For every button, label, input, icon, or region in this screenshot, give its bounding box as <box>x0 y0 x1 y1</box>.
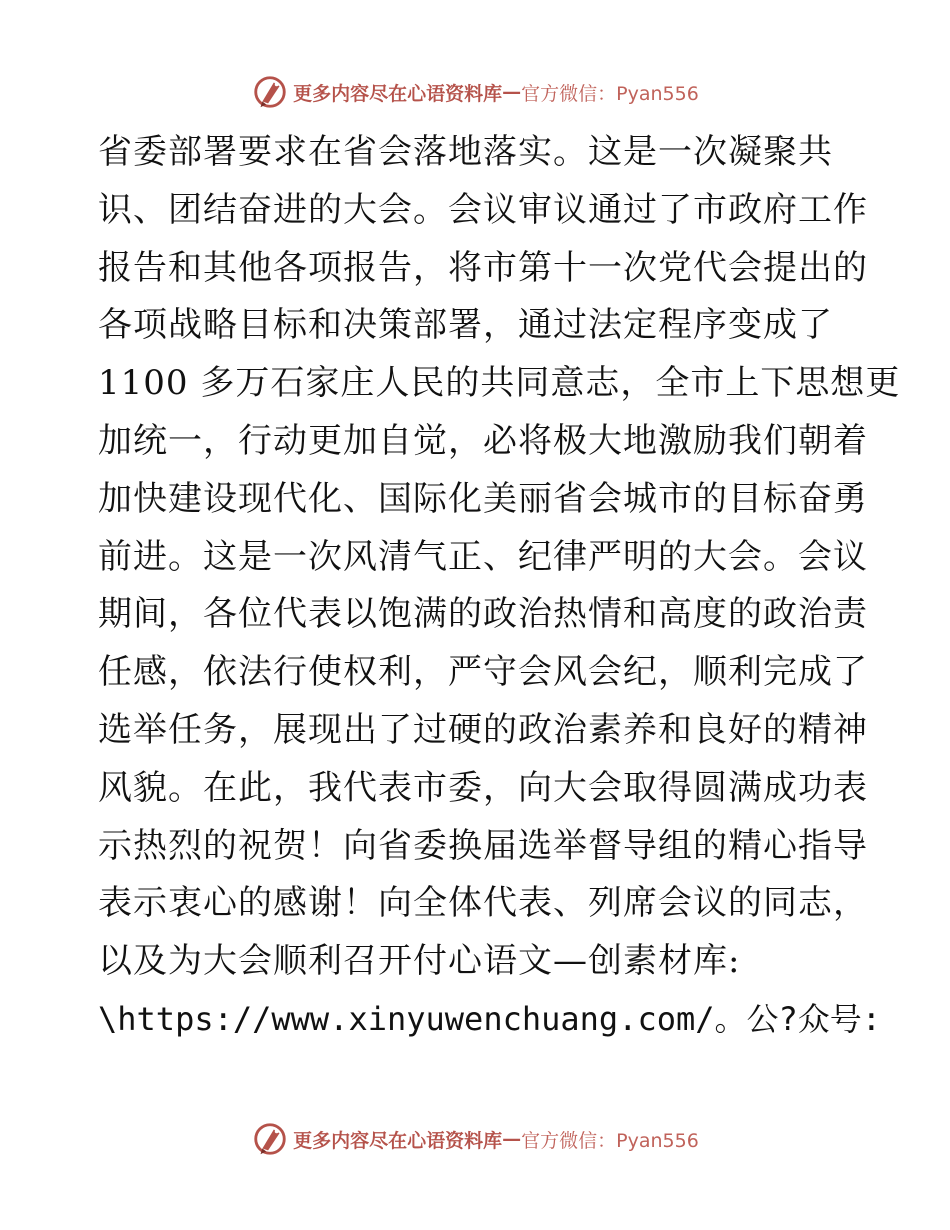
body-line: 1100 多万石家庄人民的共同意志，全市上下思想更 <box>98 363 901 404</box>
header-banner <box>0 70 950 114</box>
footer-brand-text: 更多内容尽在心语资料库 <box>293 1129 503 1152</box>
header-wechat-text: 官方微信：Pyan556 <box>521 82 699 105</box>
document-body <box>98 124 901 1049</box>
body-line: 以及为大会顺利召开付心语文—创素材库: <box>98 941 741 982</box>
body-line: 报告和其他各项报告，将市第十一次党代会提出的 <box>98 247 868 288</box>
footer-dash: — <box>502 1128 522 1150</box>
body-line: 期间，各位代表以饱满的政治热情和高度的政治责 <box>98 594 868 635</box>
body-line-url: \https://www.xinyuwenchuang.com/。公?众号: <box>98 999 882 1038</box>
body-line: 前进。这是一次风清气正、纪律严明的大会。会议 <box>98 536 868 577</box>
body-line: 省委部署要求在省会落地落实。这是一次凝聚共 <box>98 132 833 172</box>
body-line: 各项战略目标和决策部署，通过法定程序变成了 <box>98 305 833 346</box>
body-line: 加统一，行动更加自觉，必将极大地激励我们朝着 <box>98 420 868 461</box>
header-dash: — <box>502 81 522 103</box>
footer-wechat-text: 官方微信：Pyan556 <box>521 1129 699 1152</box>
body-line: 选举任务，展现出了过硬的政治素养和良好的精神 <box>98 709 868 750</box>
body-line: 示热烈的祝贺！向省委换届选举督导组的精心指导 <box>98 825 868 866</box>
body-line: 任感，依法行使权利，严守会风会纪，顺利完成了 <box>98 652 868 693</box>
pen-logo-icon <box>251 73 289 111</box>
body-line: 加快建设现代化、国际化美丽省会城市的目标奋勇 <box>98 478 868 519</box>
pen-logo-icon <box>251 1120 289 1158</box>
body-line: 表示衷心的感谢！向全体代表、列席会议的同志， <box>98 883 868 924</box>
body-line: 风貌。在此，我代表市委，向大会取得圆满成功表 <box>98 767 868 808</box>
footer-banner <box>0 1117 950 1161</box>
body-line: 识、团结奋进的大会。会议审议通过了市政府工作 <box>98 189 868 230</box>
header-brand-text: 更多内容尽在心语资料库 <box>293 82 503 105</box>
